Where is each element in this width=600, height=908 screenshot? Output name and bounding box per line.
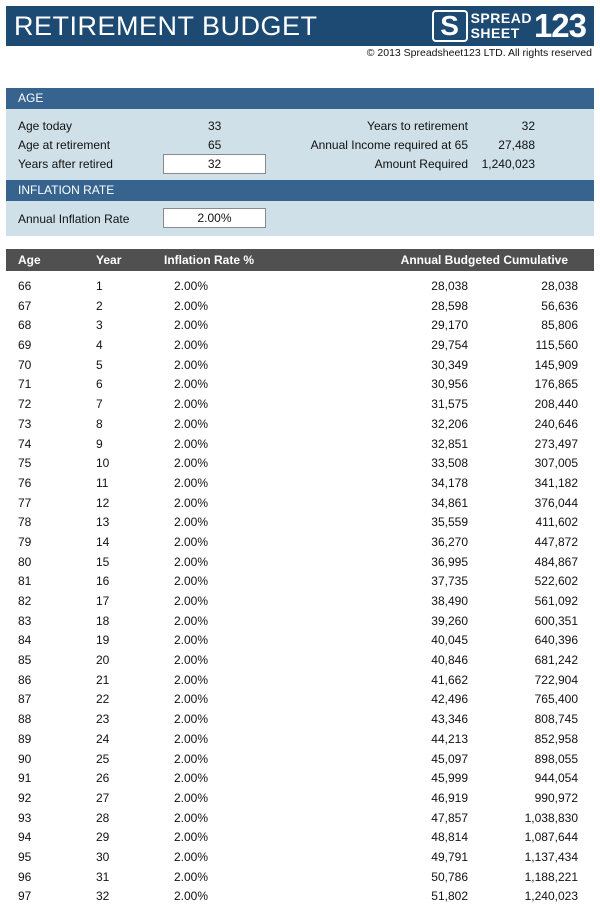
cell-year: 15: [96, 554, 110, 569]
table-row: [6, 277, 594, 297]
cell-annual-budgeted: 39,260: [431, 613, 468, 628]
cell-cumulative: 990,972: [534, 790, 578, 805]
cell-annual-budgeted: 28,038: [431, 279, 468, 293]
cell-inflation-rate: 2.00%: [174, 869, 209, 884]
cell-inflation-rate: 2.00%: [174, 810, 209, 825]
years-after-retired-label: Years after retired: [18, 157, 113, 171]
cell-year: 27: [96, 790, 110, 805]
cell-year: 12: [96, 495, 110, 510]
cell-age: 75: [18, 456, 32, 471]
cell-age: 84: [18, 633, 32, 648]
cell-inflation-rate: 2.00%: [174, 889, 209, 904]
cell-cumulative: 115,560: [535, 338, 578, 353]
cell-age: 69: [18, 338, 32, 353]
cell-annual-budgeted: 33,508: [431, 456, 468, 471]
cell-age: 92: [18, 790, 32, 805]
cell-inflation-rate: 2.00%: [174, 318, 209, 333]
table-row: [6, 769, 594, 789]
logo-top-word: SPREAD: [470, 10, 532, 26]
table-row: [6, 336, 594, 356]
table-row: [6, 887, 594, 907]
cell-annual-budgeted: 46,919: [431, 790, 468, 805]
cell-cumulative: 145,909: [534, 357, 578, 372]
inflation-section-header: INFLATION RATE: [6, 180, 594, 201]
cell-age: 90: [18, 751, 32, 766]
cell-annual-budgeted: 36,270: [431, 534, 468, 549]
cell-year: 3: [96, 318, 103, 333]
cell-year: 13: [96, 515, 110, 530]
cell-age: 76: [18, 475, 32, 490]
cell-cumulative: 341,182: [534, 475, 578, 490]
cell-cumulative: 176,865: [534, 377, 578, 392]
table-row: [6, 316, 594, 336]
cell-year: 31: [96, 869, 110, 884]
cell-age: 71: [18, 377, 32, 392]
table-row: [6, 592, 594, 612]
cell-inflation-rate: 2.00%: [174, 475, 209, 490]
cell-annual-budgeted: 38,490: [431, 594, 468, 608]
table-row: [6, 395, 594, 415]
table-row: [6, 809, 594, 829]
age-retirement-label: Age at retirement: [18, 138, 111, 152]
table-row: [6, 533, 594, 553]
cell-year: 32: [96, 889, 110, 904]
cell-cumulative: 944,054: [534, 771, 578, 786]
table-row: [6, 631, 594, 651]
cell-age: 70: [18, 357, 32, 372]
logo-badge: [432, 10, 468, 42]
cell-cumulative: 447,872: [534, 534, 578, 549]
cell-cumulative: 681,242: [534, 653, 578, 668]
table-row: [6, 690, 594, 710]
cell-inflation-rate: 2.00%: [174, 574, 209, 589]
cell-annual-budgeted: 40,846: [431, 653, 468, 668]
cell-age: 81: [18, 574, 32, 589]
cell-cumulative: 1,137,434: [524, 849, 578, 864]
table-row: [6, 750, 594, 770]
table-row: [6, 730, 594, 750]
cell-inflation-rate: 2.00%: [174, 416, 209, 431]
cell-inflation-rate: 2.00%: [174, 279, 209, 293]
cell-cumulative: 484,867: [534, 554, 578, 569]
cell-cumulative: 1,038,830: [524, 810, 578, 825]
annual-income-value: 27,488: [498, 138, 535, 152]
cell-annual-budgeted: 29,754: [431, 338, 468, 353]
age-section-body: [6, 109, 594, 180]
table-row: [6, 454, 594, 474]
cell-age: 94: [18, 830, 32, 845]
cell-year: 19: [96, 633, 110, 648]
years-to-retirement-label: Years to retirement: [367, 119, 468, 133]
cell-age: 67: [18, 298, 32, 313]
cell-year: 8: [96, 416, 103, 431]
cell-age: 89: [18, 731, 32, 746]
cell-cumulative: 240,646: [534, 416, 578, 431]
cell-inflation-rate: 2.00%: [174, 653, 209, 668]
logo-letter: S: [440, 10, 459, 41]
amount-required-value: 1,240,023: [481, 157, 535, 171]
cell-cumulative: 898,055: [534, 751, 578, 766]
age-today-label: Age today: [18, 119, 73, 133]
cell-annual-budgeted: 32,851: [431, 436, 468, 451]
cell-inflation-rate: 2.00%: [174, 377, 209, 392]
cell-annual-budgeted: 36,995: [431, 554, 468, 569]
table-header: [6, 249, 594, 271]
cell-inflation-rate: 2.00%: [174, 298, 209, 313]
cell-inflation-rate: 2.00%: [174, 397, 209, 412]
table-row: [6, 513, 594, 533]
cell-annual-budgeted: 41,662: [431, 672, 468, 687]
cell-age: 72: [18, 397, 32, 412]
cell-annual-budgeted: 40,045: [431, 633, 468, 648]
annual-income-label: Annual Income required at 65: [310, 138, 468, 152]
cell-annual-budgeted: 28,598: [431, 298, 468, 313]
title-bar: [6, 6, 594, 46]
cell-year: 23: [96, 712, 110, 727]
cell-age: 82: [18, 594, 32, 608]
table-row: [6, 612, 594, 632]
cell-cumulative: 765,400: [534, 692, 578, 707]
cell-cumulative: 1,240,023: [524, 889, 578, 904]
table-row: [6, 828, 594, 848]
cell-cumulative: 273,497: [534, 436, 578, 451]
cell-cumulative: 722,904: [534, 672, 578, 687]
cell-year: 6: [96, 377, 103, 392]
cell-inflation-rate: 2.00%: [174, 672, 209, 687]
header-age: Age: [18, 253, 41, 267]
cell-age: 74: [18, 436, 32, 451]
years-after-retired-input[interactable]: 32: [163, 154, 266, 174]
cell-cumulative: 56,636: [541, 298, 578, 313]
age-section-header: AGE: [6, 88, 594, 109]
cell-age: 66: [18, 279, 32, 293]
cell-annual-budgeted: 37,735: [431, 574, 468, 589]
cell-inflation-rate: 2.00%: [174, 554, 209, 569]
table-row: [6, 848, 594, 868]
cell-annual-budgeted: 29,170: [431, 318, 468, 333]
cell-age: 86: [18, 672, 32, 687]
table-row: [6, 868, 594, 888]
cell-age: 83: [18, 613, 32, 628]
cell-year: 4: [96, 338, 103, 353]
cell-age: 68: [18, 318, 32, 333]
cell-cumulative: 852,958: [534, 731, 578, 746]
cell-age: 97: [18, 889, 32, 904]
cell-year: 2: [96, 298, 103, 313]
cell-inflation-rate: 2.00%: [174, 790, 209, 805]
cell-annual-budgeted: 30,956: [431, 377, 468, 392]
cell-year: 30: [96, 849, 110, 864]
cell-age: 96: [18, 869, 32, 884]
cell-annual-budgeted: 48,814: [431, 830, 468, 845]
table-row: [6, 789, 594, 809]
cell-inflation-rate: 2.00%: [174, 771, 209, 786]
table-row: [6, 474, 594, 494]
cell-cumulative: 85,806: [541, 318, 578, 333]
table-row: [6, 415, 594, 435]
table-row: [6, 435, 594, 455]
cell-year: 25: [96, 751, 110, 766]
cell-inflation-rate: 2.00%: [174, 692, 209, 707]
cell-cumulative: 522,602: [534, 574, 578, 589]
cell-inflation-rate: 2.00%: [174, 751, 209, 766]
cell-inflation-rate: 2.00%: [174, 456, 209, 471]
cell-cumulative: 307,005: [534, 456, 578, 471]
cell-age: 77: [18, 495, 32, 510]
table-row: [6, 553, 594, 573]
cell-year: 9: [96, 436, 103, 451]
table-row: [6, 375, 594, 395]
cell-inflation-rate: 2.00%: [174, 830, 209, 845]
cell-age: 79: [18, 534, 32, 549]
cell-age: 88: [18, 712, 32, 727]
cell-annual-budgeted: 49,791: [431, 849, 468, 864]
cell-annual-budgeted: 30,349: [431, 357, 468, 372]
cell-year: 17: [96, 594, 110, 608]
logo-number: 123: [533, 7, 586, 44]
cell-cumulative: 640,396: [534, 633, 578, 648]
cell-year: 26: [96, 771, 110, 786]
cell-year: 18: [96, 613, 110, 628]
cell-year: 10: [96, 456, 110, 471]
cell-annual-budgeted: 42,496: [431, 692, 468, 707]
age-retirement-value[interactable]: 65: [208, 138, 222, 152]
cell-age: 73: [18, 416, 32, 431]
cell-annual-budgeted: 34,178: [431, 475, 468, 490]
cell-annual-budgeted: 44,213: [431, 731, 468, 746]
cell-inflation-rate: 2.00%: [174, 338, 209, 353]
cell-inflation-rate: 2.00%: [174, 633, 209, 648]
cell-age: 85: [18, 653, 32, 668]
cell-age: 95: [18, 849, 32, 864]
table-row: [6, 356, 594, 376]
header-cumulative: Cumulative: [503, 253, 568, 267]
table-row: [6, 494, 594, 514]
cell-year: 22: [96, 692, 110, 707]
cell-age: 93: [18, 810, 32, 825]
cell-year: 7: [96, 397, 103, 412]
cell-year: 29: [96, 830, 110, 845]
cell-cumulative: 561,092: [534, 594, 578, 608]
logo-words: [471, 11, 532, 41]
cell-age: 78: [18, 515, 32, 530]
inflation-section-body: [6, 201, 594, 236]
cell-annual-budgeted: 45,097: [431, 751, 468, 766]
page-title: RETIREMENT BUDGET: [14, 11, 318, 41]
cell-year: 5: [96, 357, 103, 372]
table-row: [6, 710, 594, 730]
header-year: Year: [96, 253, 122, 267]
copyright-notice: © 2013 Spreadsheet123 LTD. All rights reserved: [366, 47, 592, 59]
table-row: [6, 651, 594, 671]
cell-cumulative: 1,087,644: [524, 830, 578, 845]
cell-annual-budgeted: 32,206: [431, 416, 468, 431]
cell-inflation-rate: 2.00%: [174, 534, 209, 549]
cell-inflation-rate: 2.00%: [174, 357, 209, 372]
cell-year: 20: [96, 653, 110, 668]
table-row: [6, 297, 594, 317]
cell-inflation-rate: 2.00%: [174, 849, 209, 864]
cell-annual-budgeted: 35,559: [431, 515, 468, 530]
cell-year: 21: [96, 672, 110, 687]
cell-cumulative: 376,044: [534, 495, 578, 510]
annual-inflation-rate-label: Annual Inflation Rate: [18, 212, 130, 226]
annual-inflation-rate-input[interactable]: 2.00%: [163, 208, 266, 228]
cell-annual-budgeted: 43,346: [431, 712, 468, 727]
cell-inflation-rate: 2.00%: [174, 594, 209, 608]
spreadsheet123-logo: [432, 9, 586, 43]
cell-cumulative: 411,602: [535, 515, 578, 530]
cell-year: 1: [96, 279, 103, 293]
cell-inflation-rate: 2.00%: [174, 436, 209, 451]
cell-age: 80: [18, 554, 32, 569]
table-row: [6, 572, 594, 592]
cell-annual-budgeted: 34,861: [431, 495, 468, 510]
header-annual-budgeted: Annual Budgeted: [400, 253, 500, 267]
cell-cumulative: 208,440: [534, 397, 578, 412]
cell-year: 28: [96, 810, 110, 825]
logo-bottom-word: SHEET: [470, 25, 520, 41]
amount-required-label: Amount Required: [374, 157, 468, 171]
years-to-retirement-value: 32: [521, 119, 535, 133]
cell-annual-budgeted: 51,802: [431, 889, 468, 904]
cell-year: 11: [96, 475, 109, 490]
cell-year: 16: [96, 574, 110, 589]
cell-cumulative: 28,038: [541, 279, 578, 293]
cell-annual-budgeted: 47,857: [431, 810, 468, 825]
cell-annual-budgeted: 31,575: [431, 397, 468, 412]
cell-inflation-rate: 2.00%: [174, 731, 209, 746]
cell-annual-budgeted: 45,999: [431, 771, 468, 786]
cell-age: 91: [18, 771, 32, 786]
cell-inflation-rate: 2.00%: [174, 613, 209, 628]
cell-cumulative: 1,188,221: [524, 869, 578, 884]
cell-age: 87: [18, 692, 32, 707]
cell-cumulative: 808,745: [534, 712, 578, 727]
cell-inflation-rate: 2.00%: [174, 495, 209, 510]
cell-year: 24: [96, 731, 110, 746]
cell-inflation-rate: 2.00%: [174, 515, 209, 530]
table-row: [6, 671, 594, 691]
cell-cumulative: 600,351: [534, 613, 578, 628]
header-inflation-rate: Inflation Rate %: [164, 253, 255, 267]
cell-annual-budgeted: 50,786: [431, 869, 468, 884]
budget-table-body: [6, 277, 594, 907]
age-today-value[interactable]: 33: [208, 119, 222, 133]
cell-inflation-rate: 2.00%: [174, 712, 209, 727]
cell-year: 14: [96, 534, 110, 549]
